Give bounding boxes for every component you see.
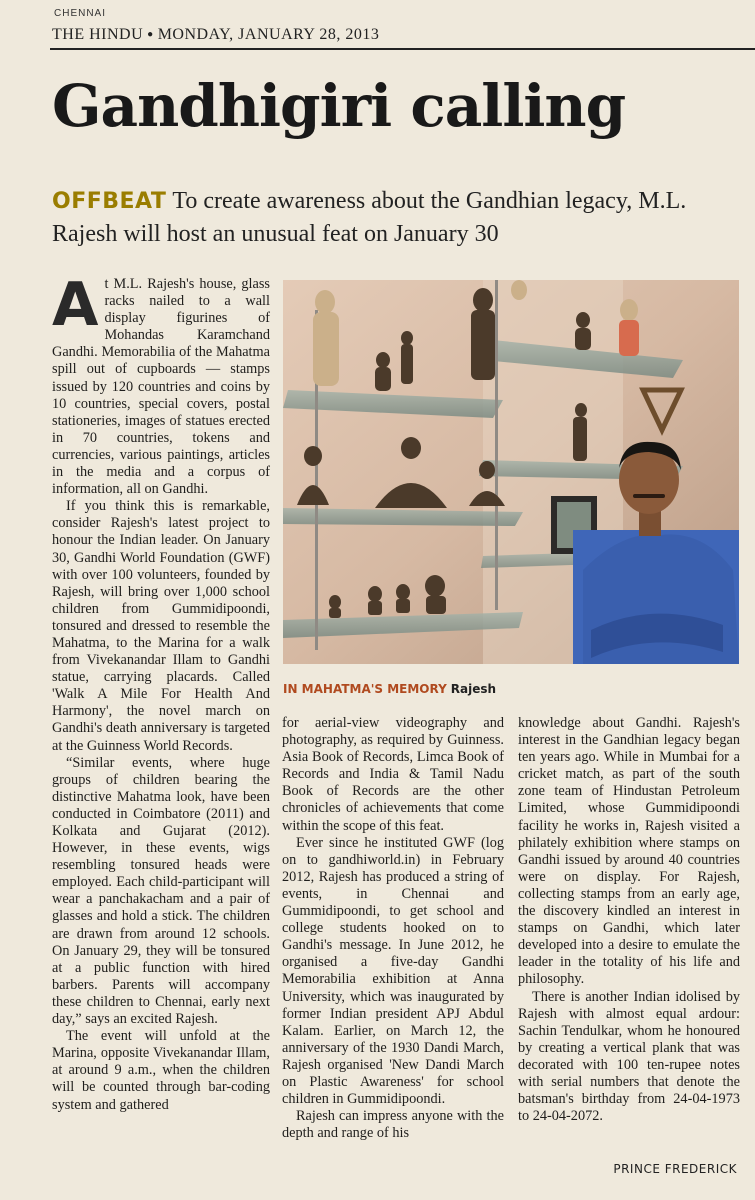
article-column-3 [518,715,740,1125]
deck [52,185,742,250]
paragraph: There is another Indian idolised by Rajesh with almost equal ardour: Sachin Tendulkar, whom he honoured by creating a vertical plank that was decorated with 100 ten-rupee notes with serial numbers that denote the batsman's birthday from 24-04-1973 to 24-04-2072. [518,988,740,1125]
photo-illustration [283,280,739,664]
paragraph: for aerial-view videography and photography, as required by Guinness. Asia Book of Records, Limca Book of Records and India & Tamil Nadu Book of Records are the other chronicles of achievements that come within the scope of this feat. [282,715,504,834]
bullet-separator: ● [147,29,154,40]
caption-kicker: IN MAHATMA'S MEMORY [283,682,447,696]
edition-label: CHENNAI [54,8,107,19]
article-photo [283,280,739,664]
paragraph: If you think this is remarkable, consider Rajesh's latest project to honour the Indian leader. On January 30, Gandhi World Foundation (GWF) with over 100 volunteers, founded by Rajesh, will bring over 1,000 school children from Gummidipoondi, tonsured and dressed to resemble the Mahatma, to the Marina for a walk from Vivekanandar Illam to Gandhi statue, carrying placards. Called 'Walk A Mile For Health And Harmony', the novel march on Gandhi's death anniversary is targeted at the Guinness World Records. [52,498,270,754]
drop-cap: A [52,270,99,340]
newspaper-name: THE HINDU [52,26,144,43]
article-column-1 [52,270,270,1114]
deck-kicker: OFFBEAT [52,189,167,214]
paragraph: “Similar events, where huge groups of children bearing the distinctive Mahatma look, have been conducted in Coimbatore (2011) and Kolkata and Gujarat (2012). However, in these events, wigs resembling tonsured heads were employed. Each child-participant will wear a panchakacham and a pair of glasses and hold a stick. The children are drawn from around 12 schools. On January 29, they will be tonsured at a public function with hired barbers. Parents will accompany these children to Chennai, early next day,” says an excited Rajesh. [52,754,270,1028]
deck-text: To create awareness about the Gandhian legacy, M.L. Rajesh will host an unusual feat on January 30 [52,188,687,247]
masthead-rule [50,48,755,50]
photo-caption [283,682,496,696]
paragraph: Ever since he instituted GWF (log on to gandhiworld.in) in February 2012, Rajesh has produced a string of events, in Chennai and Gummidipoondi, to get school and college students hooked on to Gandhi's message. In June 2012, he organised a five-day Gandhi Memorabilia exhibition at Anna University, which was inaugurated by former Indian president APJ Abdul Kalam. Earlier, on March 12, the anniversary of the 1930 Dandi March, Rajesh organised 'New Dandi March on Plastic Awareness' for school children in Gummidipoondi. [282,834,504,1108]
paragraph: Rajesh can impress anyone with the depth and range of his [282,1108,504,1142]
caption-text: Rajesh [450,682,497,696]
headline: Gandhigiri calling [52,72,626,140]
issue-date: MONDAY, JANUARY 28, 2013 [157,26,380,43]
article-column-2 [282,715,504,1142]
paragraph [52,270,270,498]
paragraph-text: t M.L. Rajesh's house, glass racks nailed to a wall display figurines of Mohandas Karamchand Gandhi. Memorabilia of the Mahatma spill out of cupboards — stamps issued by 120 countries and coins by 10 countries, special covers, postal stationeries, images of statues erected in 70 countries, tokens and currencies, various paintings, articles in the media and a corpus of information, all on Gandhi. [52,276,270,498]
paragraph: The event will unfold at the Marina, opposite Vivekanandar Illam, at around 9 a.m., when the children will be counted through bar-coding system and gathered [52,1028,270,1113]
masthead [52,26,379,44]
paragraph: knowledge about Gandhi. Rajesh's interest in the Gandhian legacy began ten years ago. While in Mumbai for a cricket match, as part of the south zone team of Hindustan Petroleum Limited, whose Gummidipoondi facility he works in, Rajesh visited a philately exhibition where stamps on Gandhi issued by around 40 countries were on display. For Rajesh, collecting stamps from an early age, the discovery kindled an interest in stamps on Gandhi, which later developed into a desire to emulate the leader in the totality of his life and philosophy. [518,715,740,988]
byline: PRINCE FREDERICK [613,1162,737,1176]
